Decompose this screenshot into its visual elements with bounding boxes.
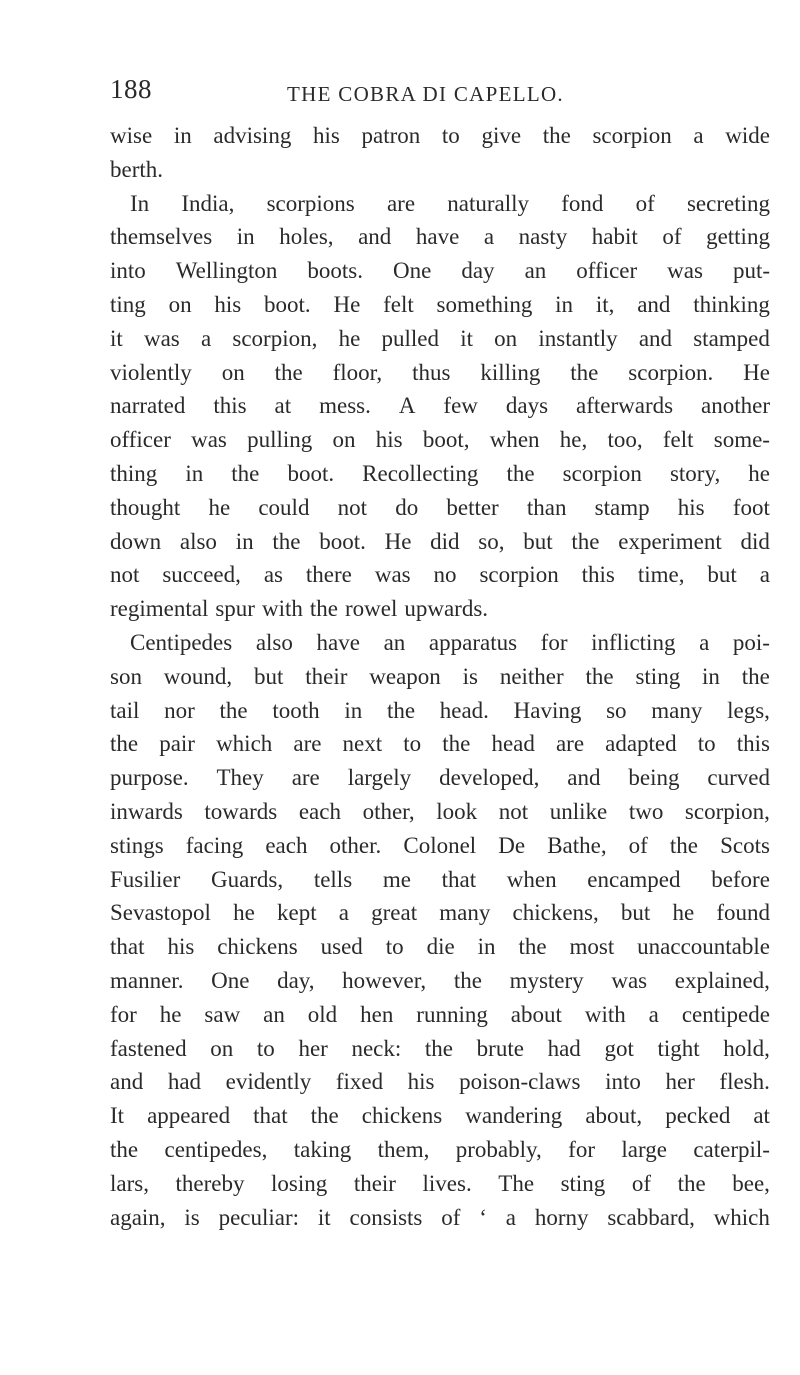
- text-line: themselves in holes, and have a nasty habit of getting: [110, 224, 770, 250]
- text-line: purpose. They are largely developed, and being curved: [110, 765, 770, 791]
- text-line: Fusilier Guards, tells me that when encamped before: [110, 866, 770, 892]
- text-line: thing in the boot. Recollecting the scorpion story, he: [110, 460, 770, 486]
- text-line: violently on the floor, thus killing the scorpion. He: [110, 359, 770, 385]
- text-line: again, is peculiar: it consists of ‘ a horny scabbard, which: [110, 1204, 770, 1230]
- text-line: down also in the boot. He did so, but the experiment did: [110, 528, 770, 554]
- text-line: for he saw an old hen running about with a centipede: [110, 1001, 770, 1027]
- text-line: ting on his boot. He felt something in it, and thinking: [110, 291, 770, 317]
- body-text: [110, 119, 770, 1234]
- text-line: son wound, but their weapon is neither the sting in the: [110, 663, 770, 689]
- text-line: inwards towards each other, look not unlike two scorpion,: [110, 798, 770, 824]
- text-line: manner. One day, however, the mystery was explained,: [110, 967, 770, 993]
- text-line: it was a scorpion, he pulled it on instantly and stamped: [110, 325, 770, 351]
- text-line: fastened on to her neck: the brute had got tight hold,: [110, 1035, 770, 1061]
- text-line: into Wellington boots. One day an officer was put-: [110, 258, 770, 284]
- text-line: Sevastopol he kept a great many chickens, but he found: [110, 900, 770, 926]
- page-header: [110, 74, 710, 114]
- text-line: tail nor the tooth in the head. Having so many legs,: [110, 697, 770, 723]
- text-line: It appeared that the chickens wandering about, pecked at: [110, 1103, 770, 1129]
- text-line: officer was pulling on his boot, when he, too, felt some-: [110, 427, 770, 453]
- text-line: and had evidently fixed his poison-claws into her flesh.: [110, 1069, 770, 1095]
- text-line: narrated this at mess. A few days afterwards another: [110, 393, 770, 419]
- text-line: wise in advising his patron to give the scorpion a wide: [110, 123, 770, 148]
- text-line: In India, scorpions are naturally fond of secreting: [130, 190, 770, 216]
- text-line: the pair which are next to the head are adapted to this: [110, 731, 770, 757]
- text-line: lars, thereby losing their lives. The sting of the bee,: [110, 1170, 770, 1196]
- text-line: Centipedes also have an apparatus for inflicting a poi-: [130, 629, 770, 655]
- running-head: THE COBRA DI CAPELLO.: [287, 82, 564, 106]
- text-line: not succeed, as there was no scorpion this time, but a: [110, 562, 770, 588]
- page-number: 188: [110, 74, 152, 104]
- text-line: the centipedes, taking them, probably, for large caterpil-: [110, 1136, 770, 1162]
- text-line: regimental spur with the rowel upwards.: [110, 596, 489, 622]
- text-line: thought he could not do better than stamp his foot: [110, 494, 770, 520]
- text-line: berth.: [110, 156, 164, 182]
- text-line: that his chickens used to die in the most unaccountable: [110, 934, 770, 960]
- text-line: stings facing each other. Colonel De Bathe, of the Scots: [110, 832, 770, 858]
